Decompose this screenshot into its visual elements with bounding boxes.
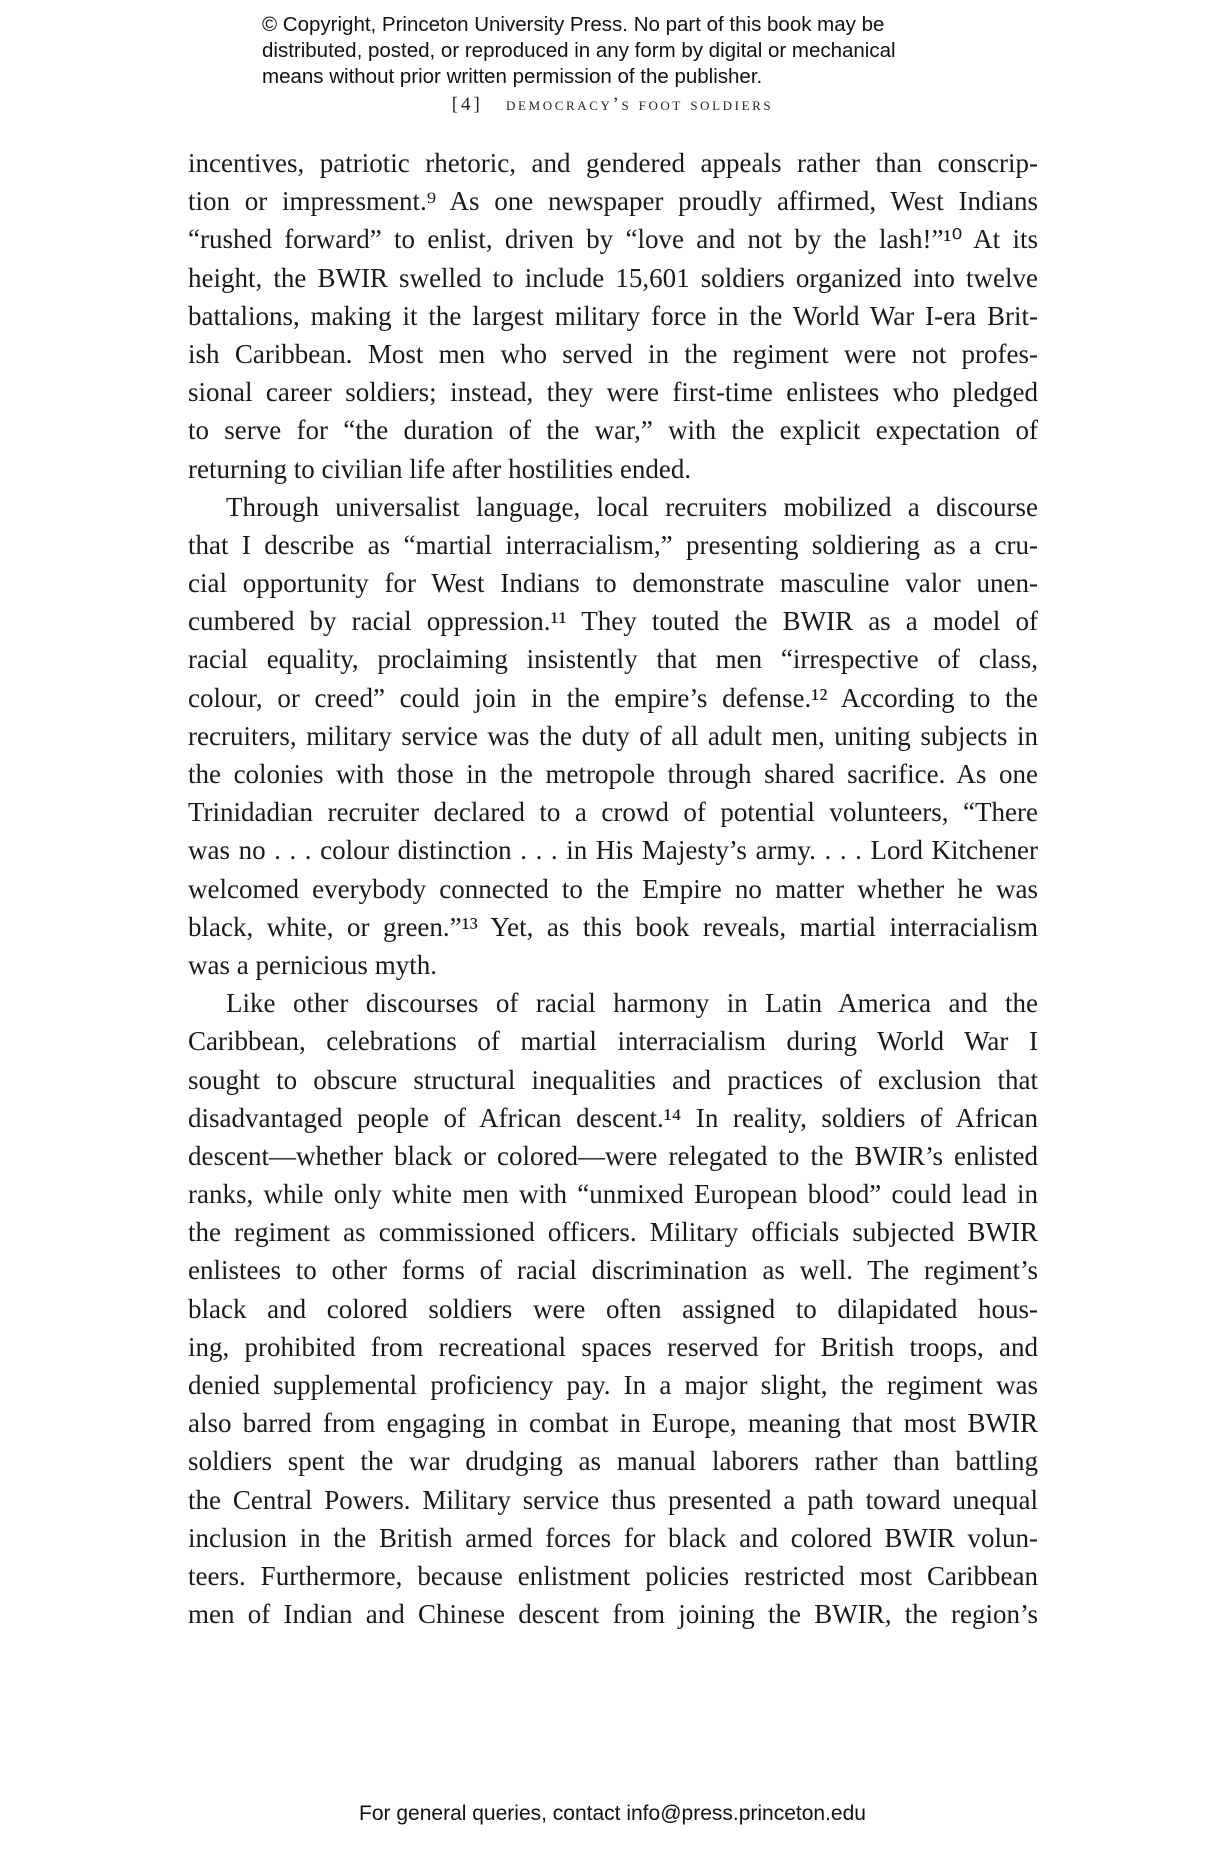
running-head	[0, 94, 1225, 116]
text-line: soldiers spent the war drudging as manual laborers rather than battling	[188, 1446, 1038, 1477]
text-line: to serve for “the duration of the war,” with the explicit expectation of	[188, 415, 1038, 446]
text-line: that I describe as “martial interracialism,” presenting soldiering as a cru-	[188, 529, 1038, 560]
text-line: Like other discourses of racial harmony in Latin America and the	[226, 988, 1038, 1019]
text-line: sional career soldiers; instead, they were first-time enlistees who pledged	[188, 377, 1038, 408]
text-line: welcomed everybody connected to the Empire no matter whether he was	[188, 873, 1038, 904]
text-line: racial equality, proclaiming insistently that men “irrespective of class,	[188, 644, 1038, 675]
text-line: was a pernicious myth.	[188, 949, 437, 980]
page-number: [4]	[451, 94, 483, 115]
text-line: denied supplemental proficiency pay. In a major slight, the regiment was	[188, 1370, 1038, 1400]
text-line: colour, or creed” could join in the empire’s defense.¹² According to the	[188, 682, 1038, 713]
text-line: inclusion in the British armed forces for black and colored BWIR volun-	[188, 1522, 1038, 1553]
text-line: was no . . . colour distinction . . . in His Majesty’s army. . . . Lord Kitchener	[188, 835, 1038, 866]
copyright-line: © Copyright, Princeton University Press. No part of this book may be	[262, 13, 885, 36]
text-line: cial opportunity for West Indians to demonstrate masculine valor unen-	[188, 568, 1038, 599]
text-line: Caribbean, celebrations of martial interracialism during World War I	[188, 1026, 1038, 1057]
text-line: sought to obscure structural inequalities and practices of exclusion that	[188, 1064, 1038, 1095]
text-line: disadvantaged people of African descent.¹⁴ In reality, soldiers of African	[188, 1102, 1038, 1133]
text-line: the regiment as commissioned officers. Military officials subjected BWIR	[188, 1217, 1038, 1248]
text-line: “rushed forward” to enlist, driven by “love and not by the lash!”¹⁰ At its	[188, 224, 1038, 255]
text-line: also barred from engaging in combat in Europe, meaning that most BWIR	[188, 1408, 1038, 1439]
copyright-line: distributed, posted, or reproduced in any form by digital or mechanical	[262, 39, 896, 62]
text-line: black and colored soldiers were often assigned to dilapidated hous-	[188, 1293, 1038, 1324]
text-line: enlistees to other forms of racial discrimination as well. The regiment’s	[188, 1255, 1038, 1286]
text-line: recruiters, military service was the duty of all adult men, uniting subjects in	[188, 720, 1038, 751]
text-line: ing, prohibited from recreational spaces reserved for British troops, and	[188, 1331, 1038, 1362]
text-line: teers. Furthermore, because enlistment policies restricted most Caribbean	[188, 1560, 1038, 1591]
text-line: height, the BWIR swelled to include 15,601 soldiers organized into twelve	[188, 262, 1038, 293]
text-line: ish Caribbean. Most men who served in the regiment were not profes-	[188, 338, 1038, 369]
text-line: tion or impressment.⁹ As one newspaper proudly affirmed, West Indians	[188, 186, 1038, 217]
text-line: ranks, while only white men with “unmixed European blood” could lead in	[188, 1179, 1038, 1210]
text-line: the colonies with those in the metropole through shared sacrifice. As one	[188, 759, 1038, 789]
text-line: the Central Powers. Military service thus presented a path toward unequal	[188, 1484, 1038, 1515]
text-line: returning to civilian life after hostilities ended.	[188, 453, 692, 484]
running-title: democracy’s foot soldiers	[506, 94, 774, 115]
text-line: black, white, or green.”¹³ Yet, as this book reveals, martial interracialism	[188, 911, 1038, 942]
text-line: descent—whether black or colored—were relegated to the BWIR’s enlisted	[188, 1140, 1038, 1171]
contact-footer: For general queries, contact info@press.princeton.edu	[359, 1802, 866, 1825]
text-line: Trinidadian recruiter declared to a crowd of potential volunteers, “There	[188, 797, 1038, 828]
text-line: cumbered by racial oppression.¹¹ They touted the BWIR as a model of	[188, 606, 1038, 637]
text-line: Through universalist language, local recruiters mobilized a discourse	[226, 491, 1038, 522]
copyright-notice	[262, 12, 1002, 90]
text-line: incentives, patriotic rhetoric, and gendered appeals rather than conscrip-	[188, 148, 1038, 178]
body-text	[188, 144, 1038, 1633]
text-line: men of Indian and Chinese descent from joining the BWIR, the region’s	[188, 1599, 1038, 1630]
text-line: battalions, making it the largest military force in the World War I-era Brit-	[188, 300, 1038, 331]
copyright-line: means without prior written permission of the publisher.	[262, 65, 763, 88]
